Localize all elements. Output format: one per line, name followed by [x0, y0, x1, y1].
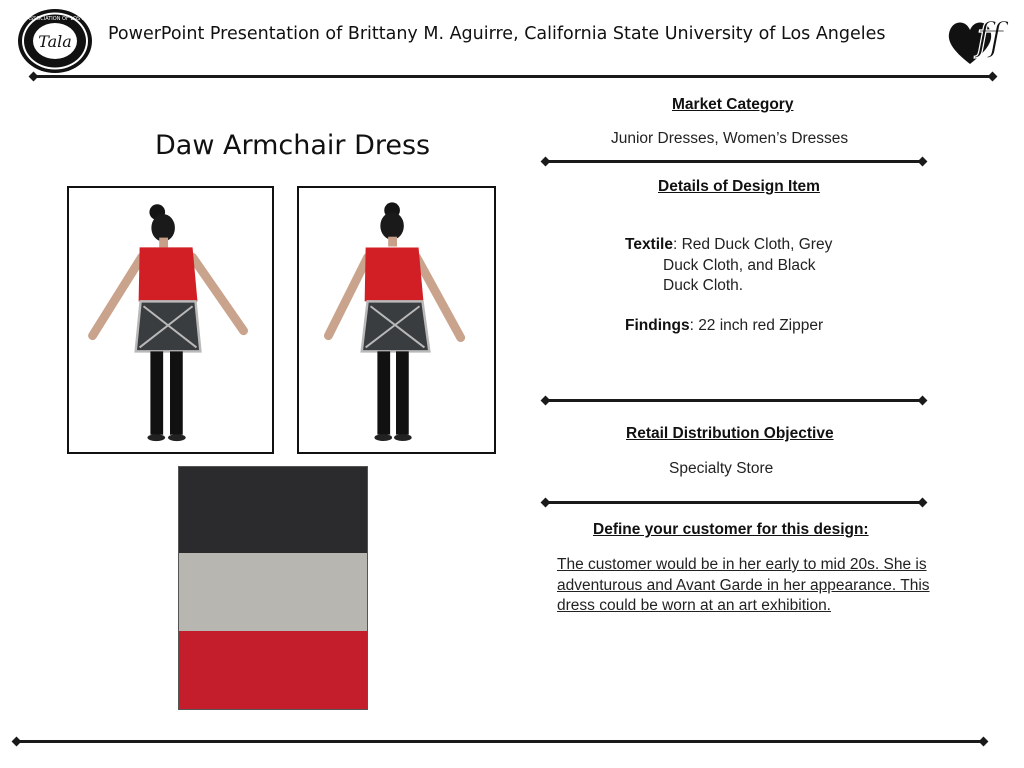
logo-ff-text: ff [976, 15, 1004, 59]
findings-label: Findings [625, 317, 690, 334]
retail-objective-text: Specialty Store [669, 460, 774, 477]
presentation-title: PowerPoint Presentation of Brittany M. Aguirre, California State University of Los Angeles [108, 24, 886, 44]
design-title: Daw Armchair Dress [155, 130, 431, 161]
heart-ff-logo [944, 6, 1014, 76]
market-category-heading: Market Category [672, 96, 794, 113]
customer-description: The customer would be in her early to mid 20s. She is adventurous and Avant Garde in her appearance. This dress could be worn at an art exhibition. [557, 556, 930, 614]
textile-label: Textile [625, 236, 673, 253]
logo-ring-text: TEXTILE ASSOCIATION OF LOS ANGELES [4, 16, 106, 22]
swatch-red-band [179, 631, 367, 709]
textile-details [625, 235, 875, 297]
retail-objective-heading: Retail Distribution Objective [626, 425, 834, 442]
dress-back-photo-left [67, 186, 274, 454]
textile-line-3: Duck Cloth. [663, 277, 744, 294]
design-details-heading: Details of Design Item [658, 178, 820, 195]
textile-line-1 [625, 235, 875, 256]
findings-value: : 22 inch red Zipper [689, 317, 824, 334]
tala-seal-logo [4, 8, 106, 74]
retail-divider [545, 501, 923, 504]
swatch-grey-band [179, 553, 367, 631]
header-divider [33, 75, 993, 78]
textile-value: : Red Duck Cloth, Grey [672, 236, 833, 253]
details-divider [545, 399, 923, 402]
logo-center-text: Tala [38, 32, 72, 51]
textile-line-2: Duck Cloth, and Black [663, 256, 816, 274]
customer-heading: Define your customer for this design: [593, 521, 869, 538]
fabric-swatch [178, 466, 368, 710]
footer-divider [16, 740, 984, 743]
findings-details [625, 317, 823, 335]
dress-back-photo-right [297, 186, 496, 454]
market-category-text: Junior Dresses, Women’s Dresses [611, 130, 849, 147]
market-category-divider [545, 160, 923, 163]
swatch-black-band [179, 467, 367, 553]
